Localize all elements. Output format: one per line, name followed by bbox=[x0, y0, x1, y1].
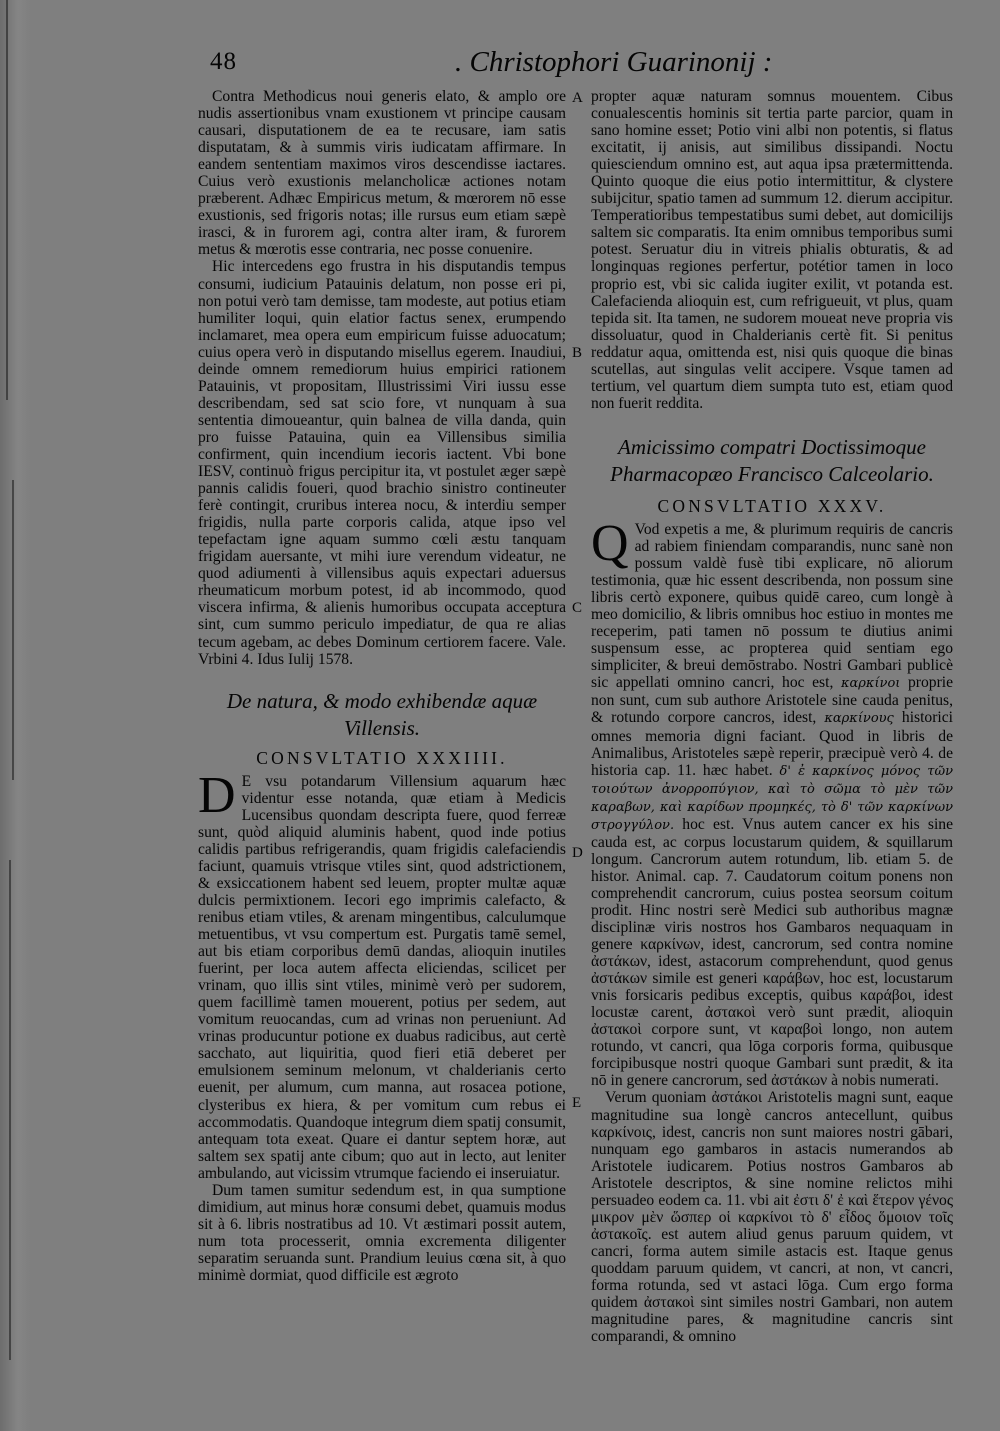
left-last-paragraph: Dum tamen sumitur sedendum est, in qua sumptione dimidium, aut minus horæ consumi debet, quamuis modus sit à 6. libris nostratibus ad 10. Vt æstimari possit autem, num tota processerit, omnia excrementa diligenter separatim seruanda sunt. Prandium leuius cœna sit, à quo minimè dormiat, quod difficile est ægroto bbox=[198, 1181, 566, 1284]
left-paragraph-1: Contra Methodicus noui generis elato, & amplo ore nudis assertionibus vnam exustionem vt principe causam causari, disputationem de ea te recusare, iam satis disputatam, & à summis viris iudicatam affirmare. In eandem sententiam maximos viros descendisse iactares. Cuius verò exustionis melancholicæ actiones notam præberent. Adhæc Empiricus metum, & mœrorem nō esse exustionis, sed frigoris notas; ille rursus eum etiam sæpè irasci, & in furorem agi, contra alter iram, & furorem metus & mœrotis esse contraria, nec posse conuenire. bbox=[198, 88, 566, 259]
header-title: . Christophori Guarinonij : bbox=[455, 46, 773, 78]
margin-letter-b: B bbox=[572, 345, 583, 361]
consultatio-34-body bbox=[198, 766, 566, 1182]
dedication-heading: Amicissimo compatri Doctissimoque Pharmacopæo Francisco Calceolario. bbox=[610, 434, 934, 486]
margin-letter-d: D bbox=[572, 845, 583, 861]
margin-letter-c: C bbox=[572, 600, 583, 616]
consultatio-35-text-4: hoc est. Vnus autem cancer ex his sine cauda est, ac corpus locustarum quidem, & squillarum longum. Cancrorum autem rotundum, lib. etiam 5. de histor. Animal. cap. 7. Caudatorum coitum ponens non comprehendit cancrorum, cuius postea seorsum coitum prodit. Hinc nostri serè Medici sub authoribus magnæ disciplinæ viris nostros hos Gambaros nequaquam in genere καρκίνων, idest, cancrorum, sed contra nomine ἀστάκων, idest, astacorum comprehendunt, quod genus ἀστάκων simile est generi καράβων, hoc est, locustarum vnis forsicaris pedibus exceptis, quibus καράβοι, idest locustæ carent, ἀστακοὶ verò sunt prædit, alioquin ἀστακοὶ corpore sunt, vt καραβοὶ longo, non autem rotundo, vt cancri, qua lōga corporis forma, quibusque forcipibusque nostri quoque Gambari sunt prædit, & ita nō in genere cancrorum, sed ἀστάκων à nobis numerati. bbox=[591, 815, 953, 1090]
greek-quotation: δ' ἐ καρκίνος μόνος τῶν τοιούτων ἀνορροπύγιον, καὶ τὸ σῶμα τὸ μὲν τῶν καραβων, καὶ καρίδων προμηκές, τὸ δ' τῶν καρκίνων στρογγύλον. bbox=[591, 763, 954, 833]
consultatio-35-text-3: historici omnes memoria digni faciant. Quod in libris de Animalibus, Aristoteles sæpè reperir, præcipuè verò 4. de historia cap. 11. hæc habet. bbox=[591, 709, 953, 779]
left-column bbox=[198, 88, 566, 1284]
section-heading: De natura, & modo exhibendæ aquæ Villensis. bbox=[226, 688, 538, 740]
right-paragraph-1: propter aquæ naturam somnus mouentem. Cibus conualescentis hominis sit tertia parte parcior, quam in sano homine esset; Potio vini albi non potentis, si flatus excitatit, ij anisis, aut similibus dissipandi. Noctu quiesciendum omnino est, aut aqua ipsa prætermittenda. Quinto quoque die eius potio intermittitur, & clystere subijcitur, spatio tamen ad summum 12. dierum accipitur. Temperatioribus tempestatibus sumi debet, aut domicilijs saltem sic comparatis. Ita enim omnibus temporibus sumi potest. Seruatur diu in vitreis phialis obturatis, & ad longinquas regiones perfertur, potétior tamen in loco proprio est, vbi sic calida iugiter exilit, vt potanda est. Calefacienda alioquin est, cum refrigueuit, vt plus, quam tepida sit. Ita tamen, ne sudorem moueat neve propria vis dissoluatur, quod in Chalderianis certè fit. Si penitus reddatur aqua, omittenda est, nisi quis quoque die binas scutellas, aut singulas velit accipere. Vsque tamen ad tertium, vel quartum diem sumpta tuto est, etiam quod non fuerit reddita. bbox=[591, 88, 953, 412]
left-paragraph-2: Hic intercedens ego frustra in his disputandis tempus consumi, iudicium Patauinis delatum, non posse eri pi, non potui verò tam demisse, tam modeste, aut potius etiam humiliter loqui, quin elatior factus senex, erumpendo inclamaret, mea opera eum empiricum fuisse aduocatum; cuius opera verò in disputando misellus egerem. Inaudiui, deinde omnem remediorum huius empirici rationem Patauinis, vt propositam, Illustrissimi Viri iussu esse describendam, sed sat scio fore, vt nunquam à sua sententia dimoueantur, quin balnea de villa danda, quin pro fuisse Patauina, quin ea Villensibus similia confirment, quin incendium iecoris iactent. Vbi bone IESV, continuò frigus percipitur ita, vt postulet æger sæpè pannis calidis foueri, quod brachio sinistro contineuter ferè contingit, cruribus interea nocu, & interdiu semper frigidis, nulla parte corporis calida, atque ipso vel tepefactam igne aquam summo cœli æstu tanquam frigidam auersante, vt mihi iure verendum videatur, ne quod adiumenti à villensibus aquis expectari aduersus rheumaticum morbum potest, id ab incommodo, quod viscera infirma, & alienis humoribus occupata acceptura sint, cum summo periculo impediatur, de qua re alias tecum agebam, ac debes Dominum certiorem facere. Vale. Vrbini 4. Idus Iulij 1578. bbox=[198, 258, 566, 668]
page-gutter-edge bbox=[0, 0, 30, 1431]
right-column bbox=[591, 88, 953, 1345]
greek-term-1: καρκίνοι bbox=[840, 676, 901, 692]
dropcap-q: Q bbox=[591, 514, 629, 572]
consultatio-35-text-2: proprie non sunt, cum sub authore Aristotele sine cauda penitus, & rotundo corpore cancros, idest, bbox=[591, 674, 954, 727]
consultatio-heading-35: CONSVLTATIO XXXV. bbox=[657, 495, 887, 516]
margin-letter-e: E bbox=[572, 1095, 582, 1111]
consultatio-35-text-1: Vod expetis a me, & plurimum requiris de cancris ad rabiem finiendam comparandis, nunc sanè non possum valdè fusè tibi explicare, nō aliorum testimonia, quæ hic essent describenda, non possum sine libris certò exponere, quibus quidē careo, cum longè à meo domicilio, & libris omnibus hoc estiuo in montes me receperim, pati tamen nō possum te diutius animi suspensum esse, ac propterea quid sentiam ego simpliciter, & breui demōstrabo. Nostri Gambari publicè sic appellati omnino cancri, hoc est, bbox=[591, 520, 953, 692]
margin-letter-a: A bbox=[572, 90, 583, 106]
consultatio-heading-34: CONSVLTATIO XXXIIII. bbox=[256, 747, 508, 768]
running-head bbox=[210, 46, 950, 86]
consultatio-35-body bbox=[591, 514, 954, 1090]
greek-term-2: καρκίνους bbox=[824, 711, 894, 727]
right-paragraph-verum: Verum quoniam ἀστάκοι Aristotelis magni sunt, eaque magnitudine sua longè cancros antecellunt, quibus καρκίνοις, idest, cancris non sunt maiores nostri gābari, nunquam ego gambaros in astacis numerandos ab Aristotele iudicarem. Potius nostros Gambaros ab Aristotele descriptos, & sine nomine relictos mihi persuadeo eodem ca. 11. vbi ait ἐστι δ' ἐ καὶ ἕτερον γένος μικρον μὲν ὥσπερ οἱ καρκίνοι τὸ δ' εἶδος ὅμοιον τοῖς ἀστακοῖς. est autem aliud genus paruum quidem, vt cancri, forma autem simile astacis est. Itaque genus quoddam paruum quidem, vt cancri, at non, vt cancri, forma rotunda, sed vt astaci lōga. Cum ergo forma quidem ἀστακοὶ sint similes nostri Gambari, non autem magnitudine pares, & magnitudine cancris sint comparandi, & omnino bbox=[591, 1089, 953, 1346]
dropcap-d: D bbox=[198, 766, 236, 824]
page-number: 48 bbox=[210, 48, 237, 75]
consultatio-34-text: E vsu potandarum Villensium aquarum hæc videntur esse notanda, quæ etiam à Medicis Lucensibus quondam descripta fuere, quod ferreæ sunt, quòd aliquid aluminis habent, quod inde potius calidis partibus refrigerandis, quam frigidis calefaciendis faciunt, quamuis vtrisque vtiles sint, quod adstrictionem, & exsiccationem habent sed leuem, propter multæ aquæ dulcis permixtionem. Iecori ego imprimis calefacto, & renibus etiam vtiles, & arenam mingentibus, calculumque metuentibus, vt vsu compertum est. Purgatis tamē semel, aut bis etiam corporibus demū dandas, alioquin inutiles fuerint, per loca autem affecta eliciendas, scilicet per vrinam, quo illis sint vtiles, minimè verò per sudorem, quem facillimè tamen mouerent, potius per sedem, aut vomitum reuocandas, cum ad vrinas non perueniunt. Ad vrinas producuntur potione ex duabus radicibus, aut certè sacchato, aut liquiritia, quod fieri etiā deberet per emulsionem seminum melonum, vt chalderianis certo euenit, per alumum, cum manna, aut rosacea potione, clysteribus ex hiera, & per vomitum cum rebus ei accommodatis. Quandoque integrum diem spatij consumit, antequam tota exeat. Quare ei dantur septem horæ, aut saltem sex spatij ante cibum; quo aut in lecto, aut leniter ambulando, aut vicissim vtrumque faciendo ei inseruiatur. bbox=[198, 772, 566, 1182]
